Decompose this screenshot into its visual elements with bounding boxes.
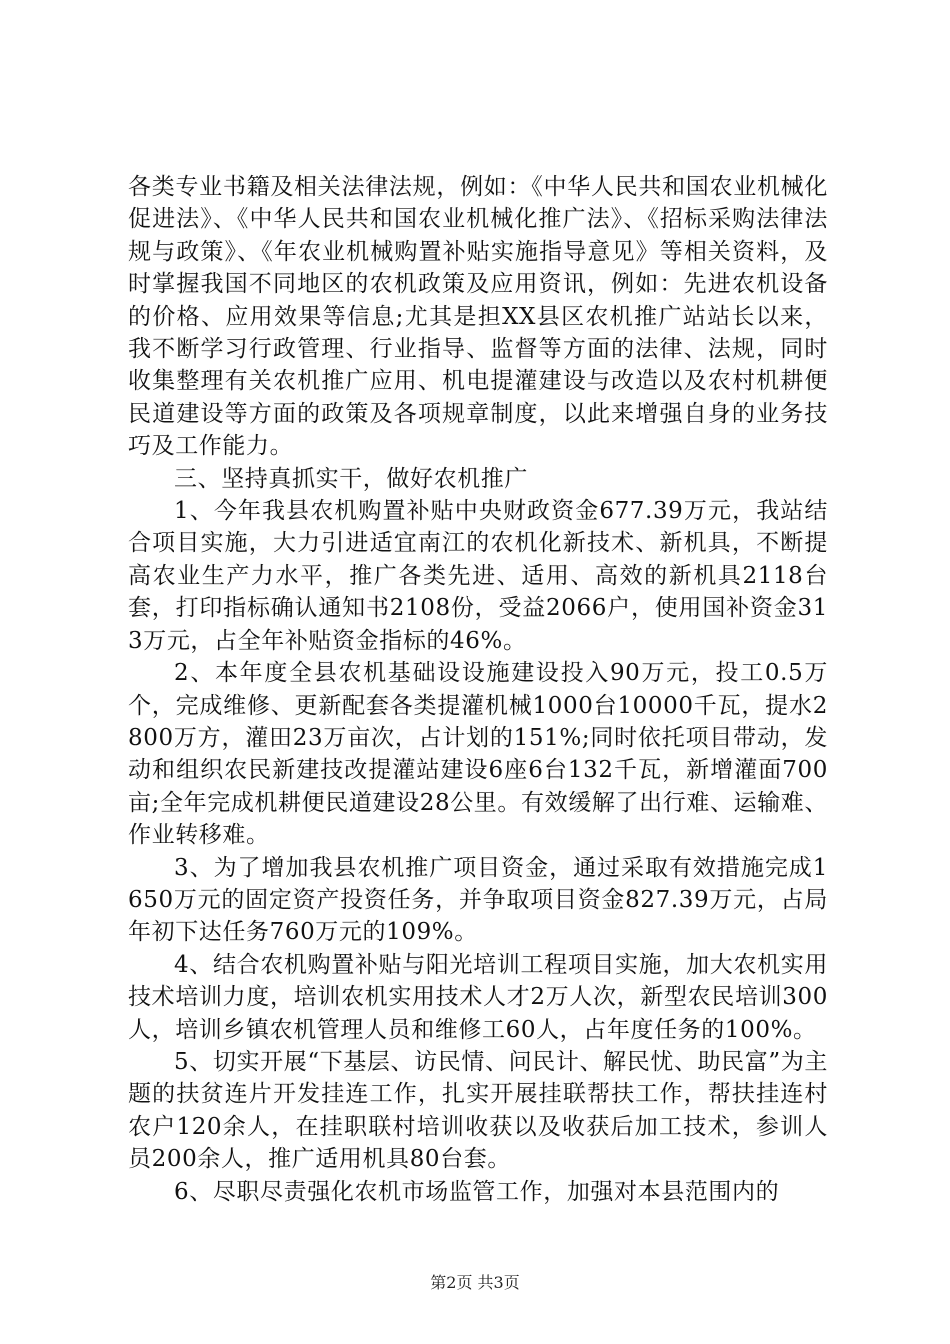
- paragraph-item-1: 1、今年我县农机购置补贴中央财政资金677.39万元，我站结合项目实施，大力引进适宜南江的农机化新技术、新机具，不断提高农业生产力水平，推广各类先进、适用、高效的新机具2118台套，打印指标确认通知书2108份，受益2066户，使用国补资金313万元，占全年补贴资金指标的46%。: [128, 498, 828, 654]
- paragraph-item-2: 2、本年度全县农机基础设设施建设投入90万元，投工0.5万个，完成维修、更新配套各类提灌机械1000台10000千瓦，提水2800万方，灌田23万亩次，占计划的151%;同时依托项目带动，发动和组织农民新建技改提灌站建设6座6台132千瓦，新增灌面700亩;全年完成机耕便民道建设28公里。有效缓解了出行难、运输难、作业转移难。: [128, 660, 828, 849]
- paragraph-item-3: 3、为了增加我县农机推广项目资金，通过采取有效措施完成1650万元的固定资产投资任务，并争取项目资金827.39万元，占局年初下达任务760万元的109%。: [128, 854, 828, 946]
- paragraph-item-5: 5、切实开展“下基层、访民情、问民计、解民忧、助民富”为主题的扶贫连片开发挂连工作，扎实开展挂联帮扶工作，帮扶挂连村农户120余人，在挂职联村培训收获以及收获后加工技术，参训人员200余人，推广适用机具80台套。: [128, 1048, 828, 1173]
- paragraph-item-6: 6、尽职尽责强化农机市场监管工作，加强对本县范围内的: [174, 1178, 780, 1205]
- page-number-footer: 第2页 共3页: [430, 1273, 520, 1292]
- section-heading: 三、坚持真抓实干，做好农机推广: [174, 465, 528, 492]
- paragraph-item-4: 4、结合农机购置补贴与阳光培训工程项目实施，加大农机实用技术培训力度，培训农机实用技术人才2万人次，新型农民培训300人，培训乡镇农机管理人员和维修工60人，占年度任务的100%。: [128, 951, 828, 1043]
- document-body: [128, 171, 828, 1208]
- paragraph-continuation: 各类专业书籍及相关法律法规，例如：《中华人民共和国农业机械化促进法》、《中华人民共和国农业机械化推广法》、《招标采购法律法规与政策》、《年农业机械购置补贴实施指导意见》等相关资料，及时掌握我国不同地区的农机政策及应用资讯，例如：先进农机设备的价格、应用效果等信息;尤其是担XX县区农机推广站站长以来，我不断学习行政管理、行业指导、监督等方面的法律、法规，同时收集整理有关农机推广应用、机电提灌建设与改造以及农村机耕便民道建设等方面的政策及各项规章制度，以此来增强自身的业务技巧及工作能力。: [128, 174, 828, 460]
